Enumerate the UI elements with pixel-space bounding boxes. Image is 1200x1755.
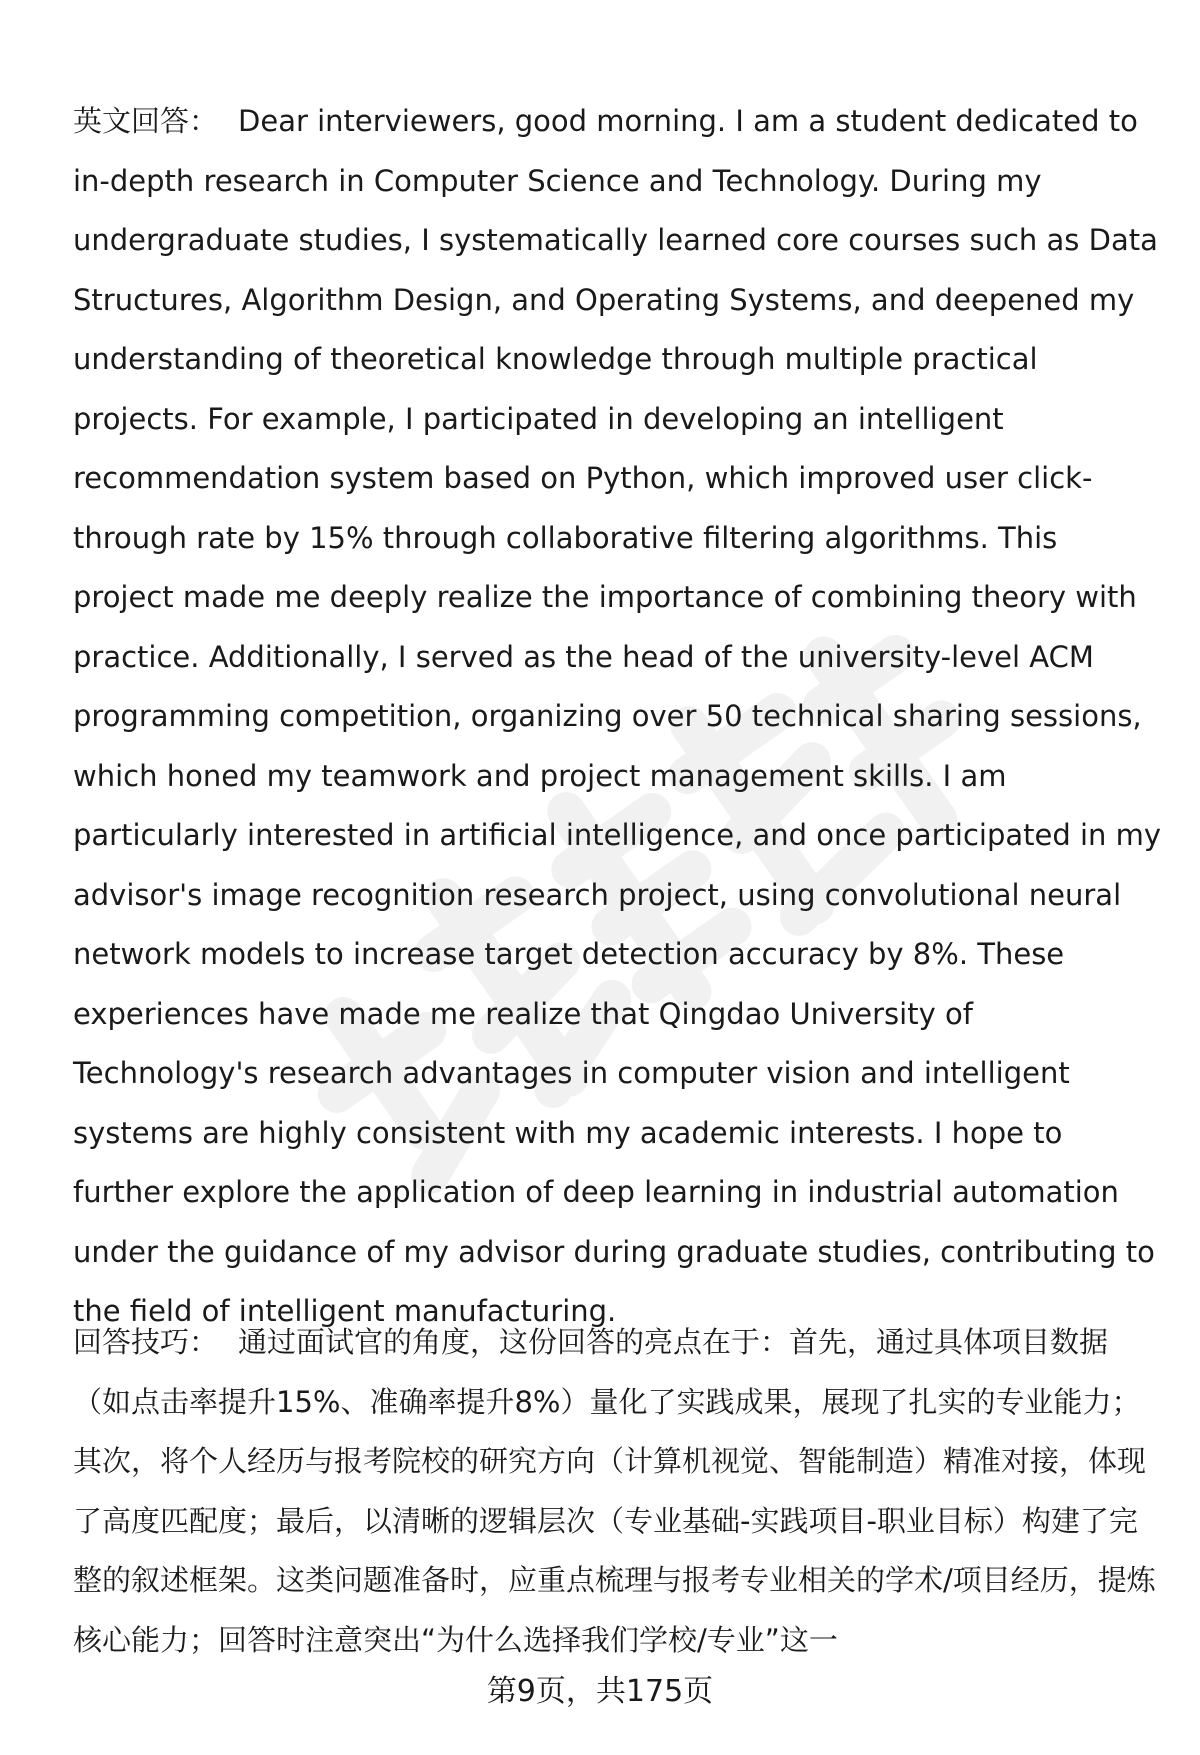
answer-tips-label: 回答技巧：: [73, 1325, 219, 1359]
english-answer-label: 英文回答：: [73, 104, 219, 138]
answer-tips-paragraph: [73, 1313, 1163, 1670]
english-answer-text: Dear interviewers, good morning. I am a student dedicated to in-depth research in Computer Science and Technology. During my undergraduate studies, I systematically learned core courses such as Data Structures, Algorithm Design, and Operating Systems, and deepened my understanding of theoretical knowledge through multiple practical projects. For example, I participated in developing an intelligent recommendation system based on Python, which improved user click-through rate by 15% through collaborative filtering algorithms. This project made me deeply realize the importance of combining theory with practice. Additionally, I served as the head of the university-level ACM programming competition, organizing over 50 technical sharing sessions, which honed my teamwork and project management skills. I am particularly interested in artificial intelligence, and once participated in my advisor's image recognition research project, using convolutional neural network models to increase target detection accuracy by 8%. These experiences have made me realize that Qingdao University of Technology's research advantages in computer vision and intelligent systems are highly consistent with my academic interests. I hope to further explore the application of deep learning in industrial automation under the guidance of my advisor during graduate studies, contributing to the field of intelligent manufacturing.: [73, 104, 1162, 1328]
english-answer-paragraph: [73, 92, 1163, 1342]
answer-tips-text: 通过面试官的角度，这份回答的亮点在于：首先，通过具体项目数据（如点击率提升15%、准确率提升8%）量化了实践成果，展现了扎实的专业能力；其次，将个人经历与报考院校的研究方向（计算机视觉、智能制造）精准对接，体现了高度匹配度；最后，以清晰的逻辑层次（专业基础-实践项目-职业目标）构建了完整的叙述框架。这类问题准备时，应重点梳理与报考专业相关的学术/项目经历，提炼核心能力；回答时注意突出“为什么选择我们学校/专业”这一: [73, 1325, 1156, 1657]
page-number-footer: 第9页，共175页: [486, 1674, 714, 1709]
